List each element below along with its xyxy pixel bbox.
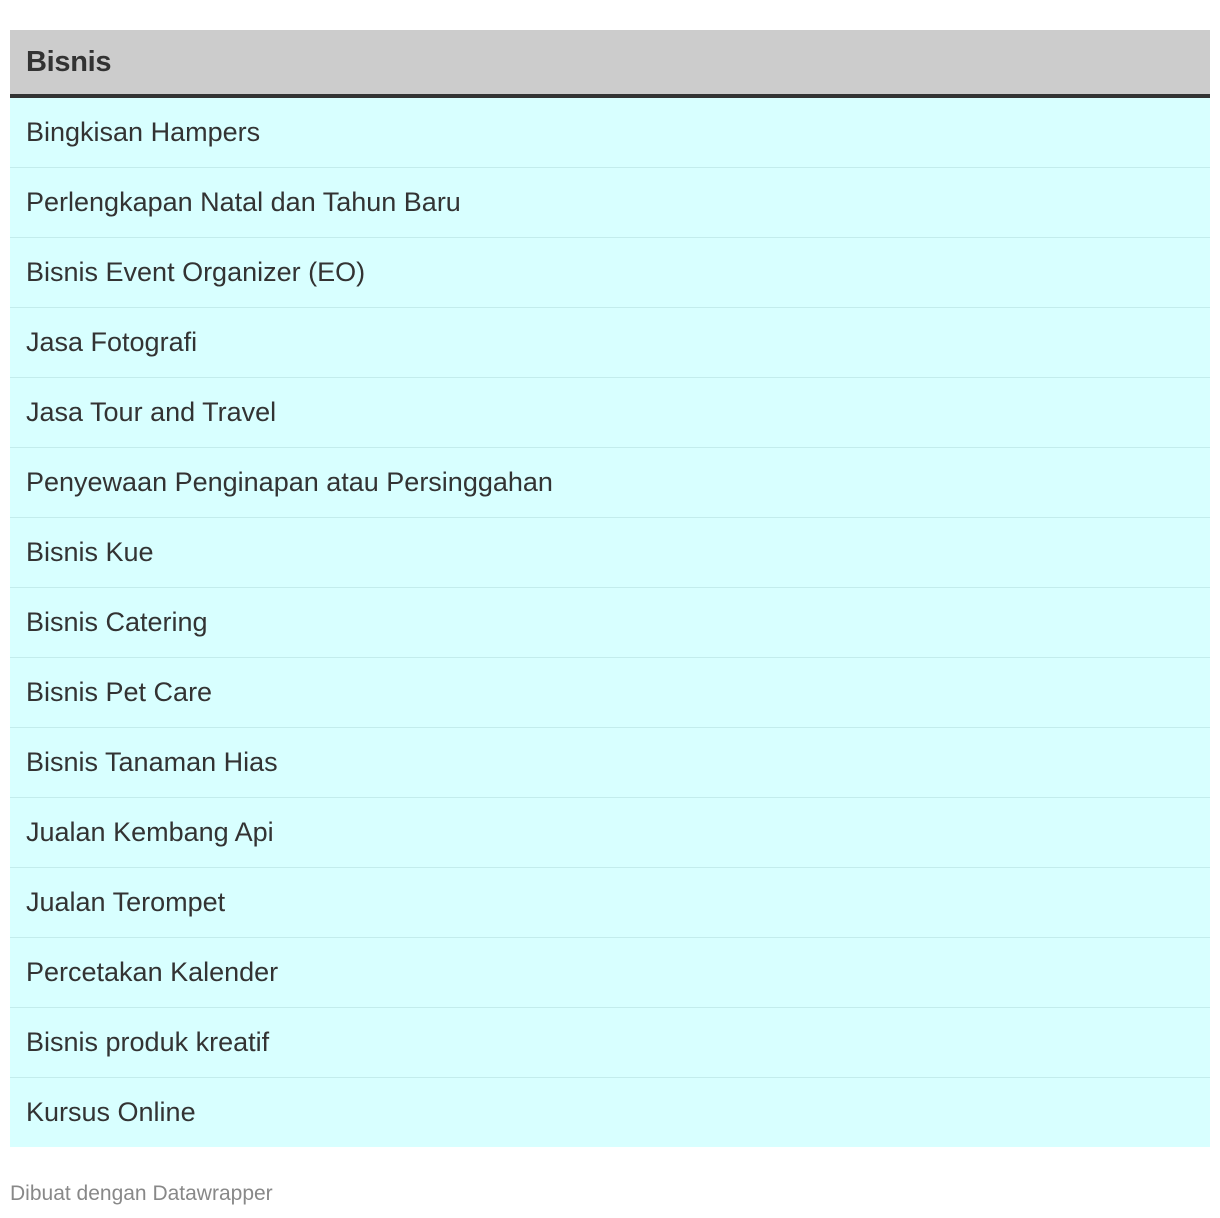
table-body: [10, 98, 1210, 1147]
table-row: Bisnis produk kreatif: [10, 1008, 1210, 1078]
table-row: Bisnis Pet Care: [10, 658, 1210, 728]
table-row: Jualan Kembang Api: [10, 798, 1210, 868]
table-row: Bisnis Catering: [10, 588, 1210, 658]
table-row: Percetakan Kalender: [10, 938, 1210, 1008]
table-row: Bisnis Tanaman Hias: [10, 728, 1210, 798]
table-row: Bingkisan Hampers: [10, 98, 1210, 168]
table-row: Kursus Online: [10, 1078, 1210, 1147]
table-row: Bisnis Event Organizer (EO): [10, 238, 1210, 308]
data-table: [10, 30, 1210, 1147]
table-row: Jasa Fotografi: [10, 308, 1210, 378]
table-row: Jualan Terompet: [10, 868, 1210, 938]
table-row: Jasa Tour and Travel: [10, 378, 1210, 448]
table-row: Bisnis Kue: [10, 518, 1210, 588]
column-header-bisnis[interactable]: Bisnis: [10, 30, 1210, 98]
datawrapper-credit-link[interactable]: Dibuat dengan Datawrapper: [10, 1182, 273, 1205]
table-row: Perlengkapan Natal dan Tahun Baru: [10, 168, 1210, 238]
table-row: Penyewaan Penginapan atau Persinggahan: [10, 448, 1210, 518]
